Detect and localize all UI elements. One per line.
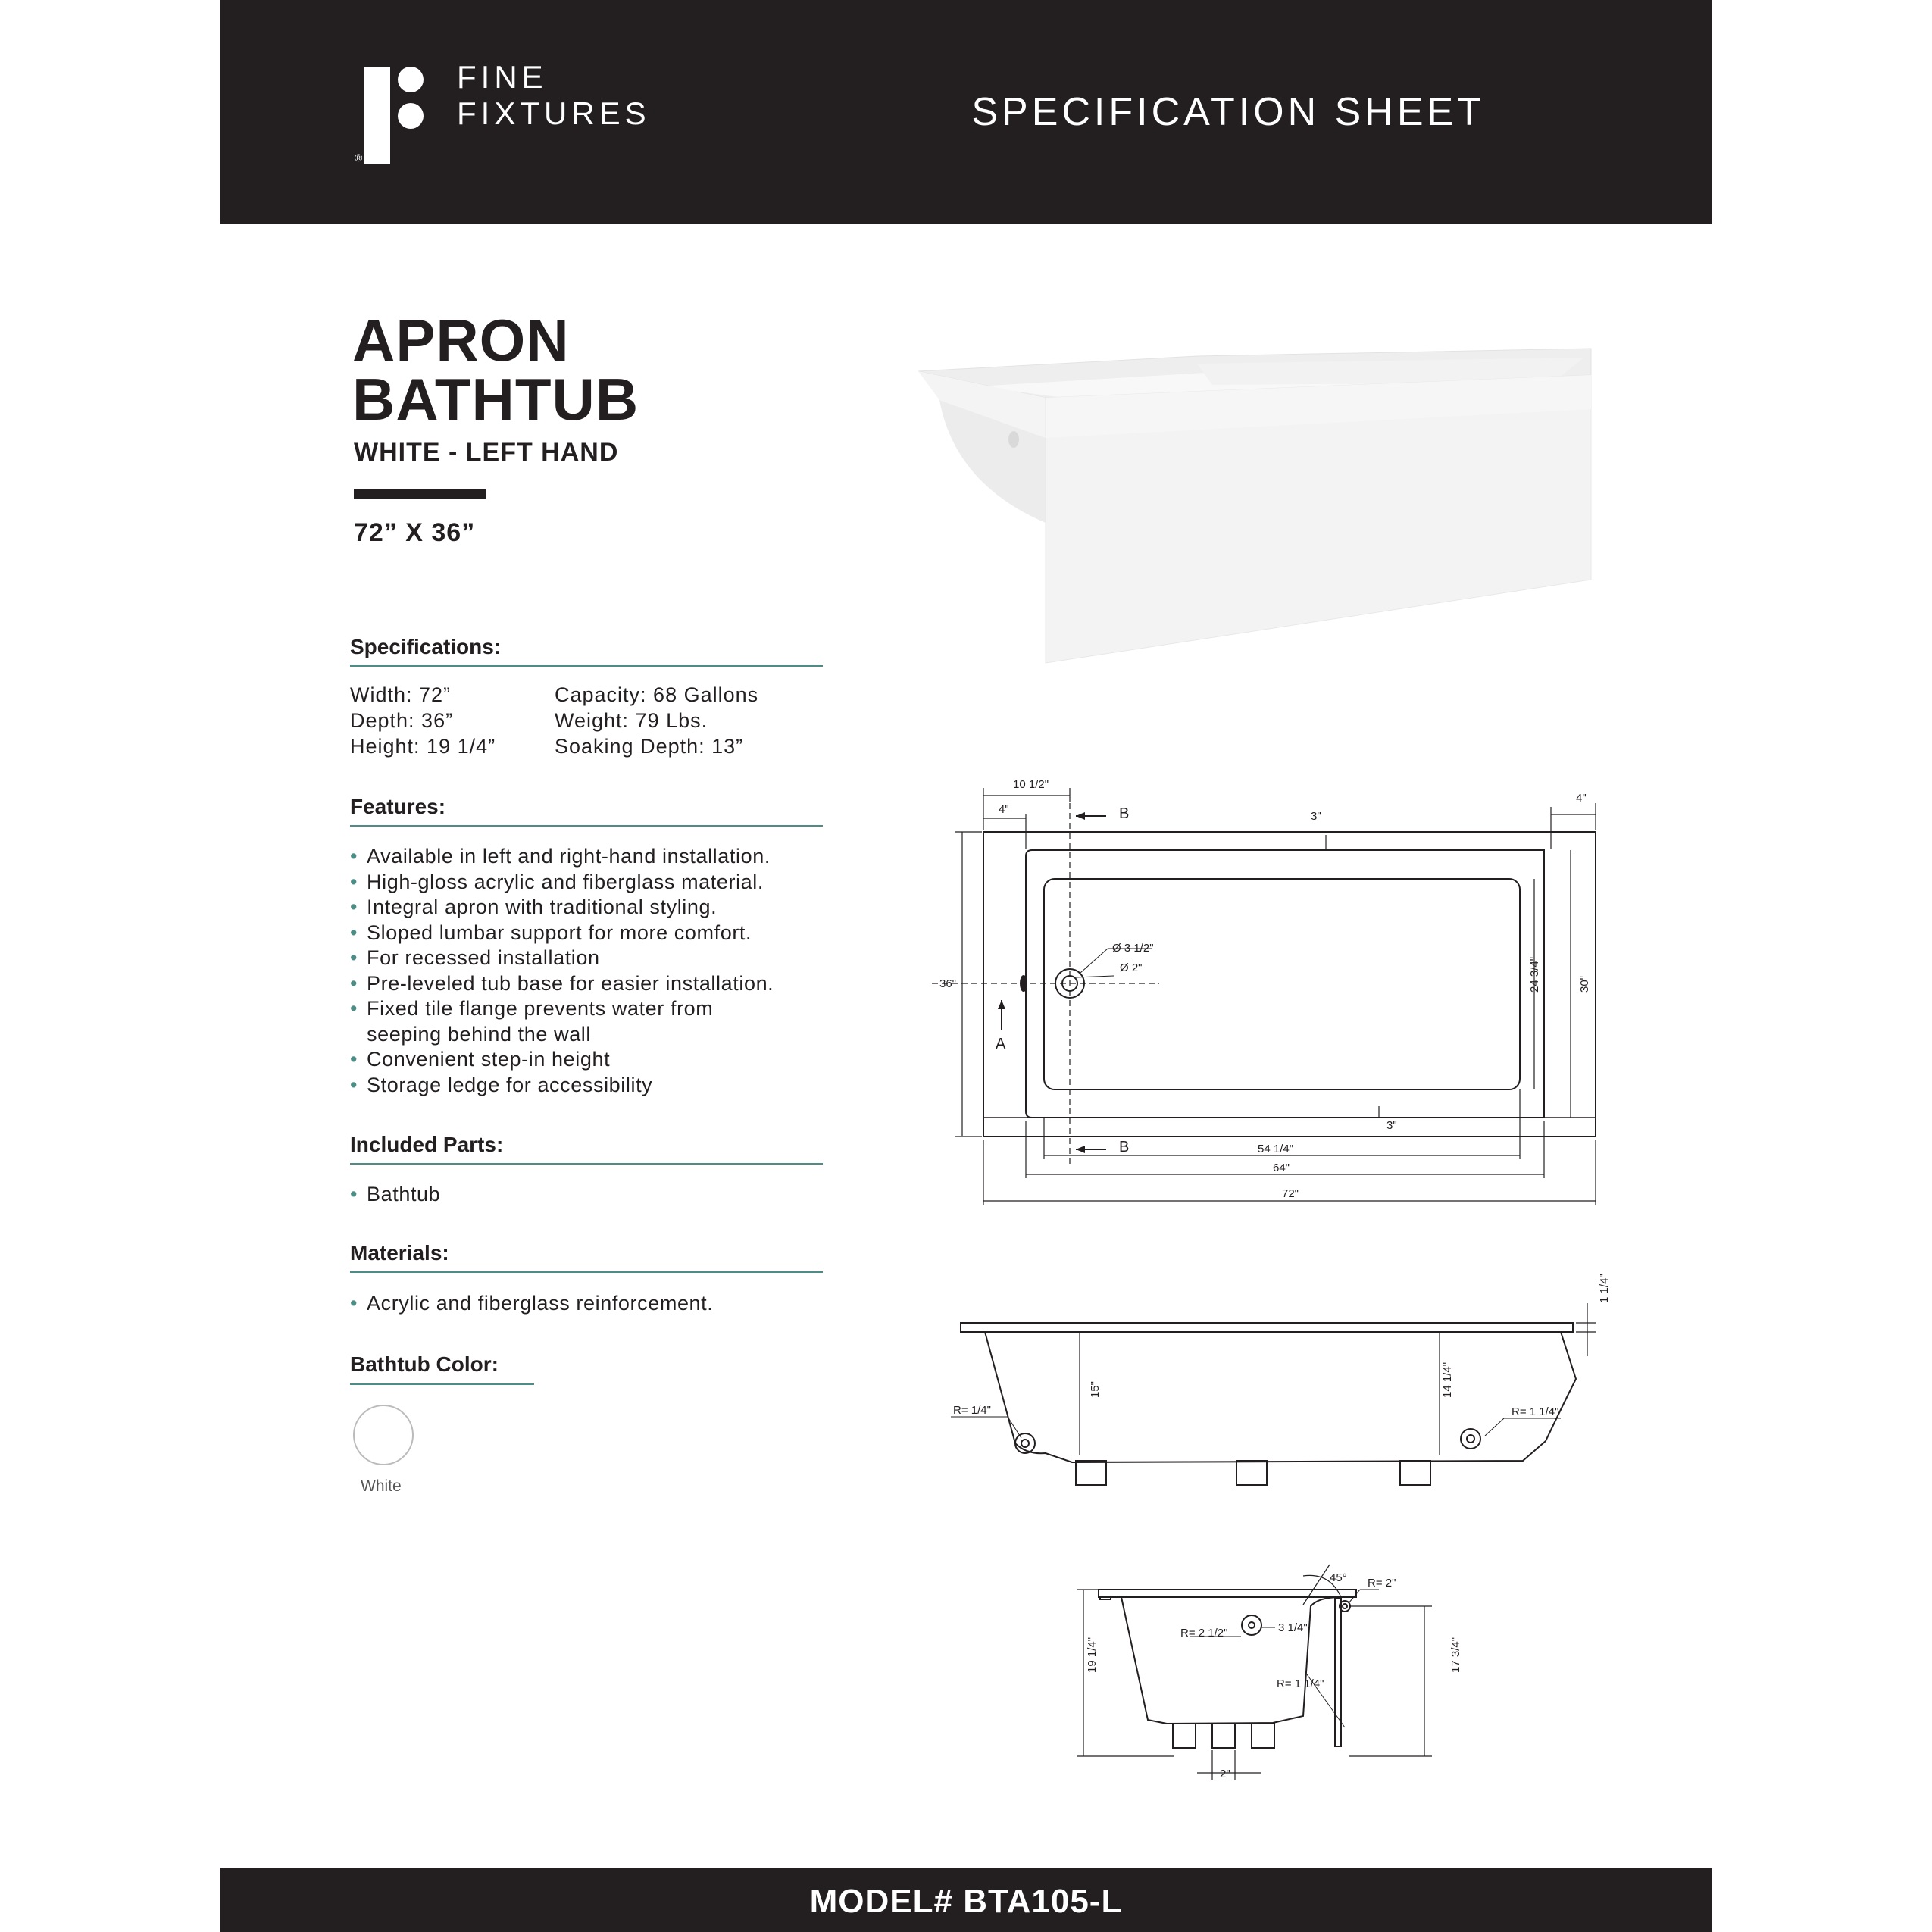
specs-column-2 [555, 682, 758, 759]
dim-dia-3-5: Ø 3 1/2" [1112, 942, 1154, 955]
tub-basin [1044, 879, 1520, 1089]
brand-name [457, 59, 651, 132]
product-title [352, 307, 639, 433]
dim-4-right: 4" [1576, 792, 1587, 805]
color-divider [350, 1383, 534, 1385]
section-a: A [996, 1036, 1006, 1052]
included-parts-list [350, 1182, 440, 1208]
feature-item: • Storage ledge for accessibility [350, 1073, 835, 1099]
included-parts-heading: Included Parts: [350, 1133, 504, 1156]
tub-outline [983, 832, 1596, 1136]
registered-mark: ® [355, 152, 363, 164]
dim-15: 15" [1089, 1380, 1102, 1398]
specifications-heading: Specifications: [350, 635, 502, 658]
radius-2: R= 2" [1368, 1577, 1396, 1590]
brand-line-2: FIXTURES [457, 95, 651, 131]
materials-divider [350, 1271, 823, 1273]
feature-item: • Convenient step-in height [350, 1047, 835, 1073]
included-parts-divider [350, 1163, 823, 1165]
dim-3-25: 3 1/4" [1278, 1621, 1308, 1634]
section-b-top: B [1119, 805, 1130, 822]
dim-72: 72" [1282, 1187, 1299, 1200]
dim-17-75: 17 3/4" [1449, 1637, 1462, 1673]
dim-dia-2: Ø 2" [1120, 961, 1143, 974]
header-bar [220, 0, 1712, 224]
dim-2: 2" [1220, 1768, 1230, 1780]
dim-1-25: 1 1/4" [1598, 1274, 1611, 1303]
top-view-drawing [932, 773, 1614, 1227]
footer-bar [220, 1868, 1712, 1932]
materials-list [350, 1291, 713, 1317]
dim-19-25: 19 1/4" [1086, 1637, 1099, 1673]
product-subtitle: WHITE - LEFT HAND [354, 438, 619, 467]
specifications-divider [350, 665, 823, 667]
spec-soaking-depth: Soaking Depth: 13” [555, 735, 744, 758]
feature-item: • For recessed installation [350, 946, 835, 971]
dim-3-bottom: 3" [1386, 1119, 1397, 1132]
product-size: 72” X 36” [354, 518, 476, 547]
product-title-line-2: BATHTUB [352, 366, 639, 433]
feature-item: • Pre-leveled tub base for easier installation. [350, 971, 835, 997]
specs-column-1 [350, 682, 496, 759]
dim-24-75: 24 3/4" [1528, 956, 1541, 993]
color-heading: Bathtub Color: [350, 1352, 499, 1376]
end-view-drawing [1061, 1561, 1500, 1788]
dim-14-25: 14 1/4" [1441, 1361, 1454, 1398]
product-title-line-1: APRON [352, 307, 570, 374]
spec-capacity: Capacity: 68 Gallons [555, 683, 759, 706]
model-number: MODEL# BTA105-L [809, 1883, 1123, 1920]
color-swatch-white[interactable] [353, 1405, 414, 1465]
feature-item: • High-gloss acrylic and fiberglass material. [350, 870, 835, 896]
section-b-bottom: B [1119, 1139, 1130, 1155]
document-title: SPECIFICATION SHEET [971, 90, 1485, 134]
angle-45: 45° [1330, 1571, 1347, 1584]
materials-heading: Materials: [350, 1241, 449, 1265]
feature-item: • Fixed tile flange prevents water from seeping behind the wall [350, 996, 791, 1047]
dim-54-25: 54 1/4" [1258, 1143, 1294, 1155]
color-swatch-label: White [361, 1477, 402, 1495]
spec-depth: Depth: 36” [350, 709, 454, 732]
feature-item: • Available in left and right-hand installation. [350, 844, 835, 870]
side-view-drawing [939, 1273, 1611, 1515]
dim-4-left: 4" [999, 803, 1009, 816]
radius-2-5: R= 2 1/2" [1180, 1627, 1228, 1640]
dim-30: 30" [1578, 975, 1591, 993]
spec-weight: Weight: 79 Lbs. [555, 709, 708, 732]
dim-36: 36" [939, 977, 957, 990]
dim-10-5: 10 1/2" [1013, 778, 1049, 791]
feature-item: • Integral apron with traditional styling. [350, 895, 835, 921]
features-heading: Features: [350, 795, 446, 818]
title-divider [354, 489, 486, 499]
radius-left: R= 1/4" [953, 1404, 991, 1417]
brand-line-1: FINE [457, 59, 548, 95]
dim-3-top: 3" [1311, 810, 1321, 823]
features-list [350, 844, 835, 1098]
radius-1-25: R= 1 1/4" [1277, 1677, 1324, 1690]
brand-logo-icon [364, 67, 462, 165]
feature-item: • Sloped lumbar support for more comfort. [350, 921, 835, 946]
included-part-item: • Bathtub [350, 1182, 440, 1208]
material-item: • Acrylic and fiberglass reinforcement. [350, 1291, 713, 1317]
features-divider [350, 825, 823, 827]
dim-64: 64" [1273, 1161, 1290, 1174]
spec-height: Height: 19 1/4” [350, 735, 496, 758]
radius-right: R= 1 1/4" [1512, 1405, 1559, 1418]
spec-width: Width: 72” [350, 683, 452, 706]
bathtub-product-image [909, 326, 1606, 674]
